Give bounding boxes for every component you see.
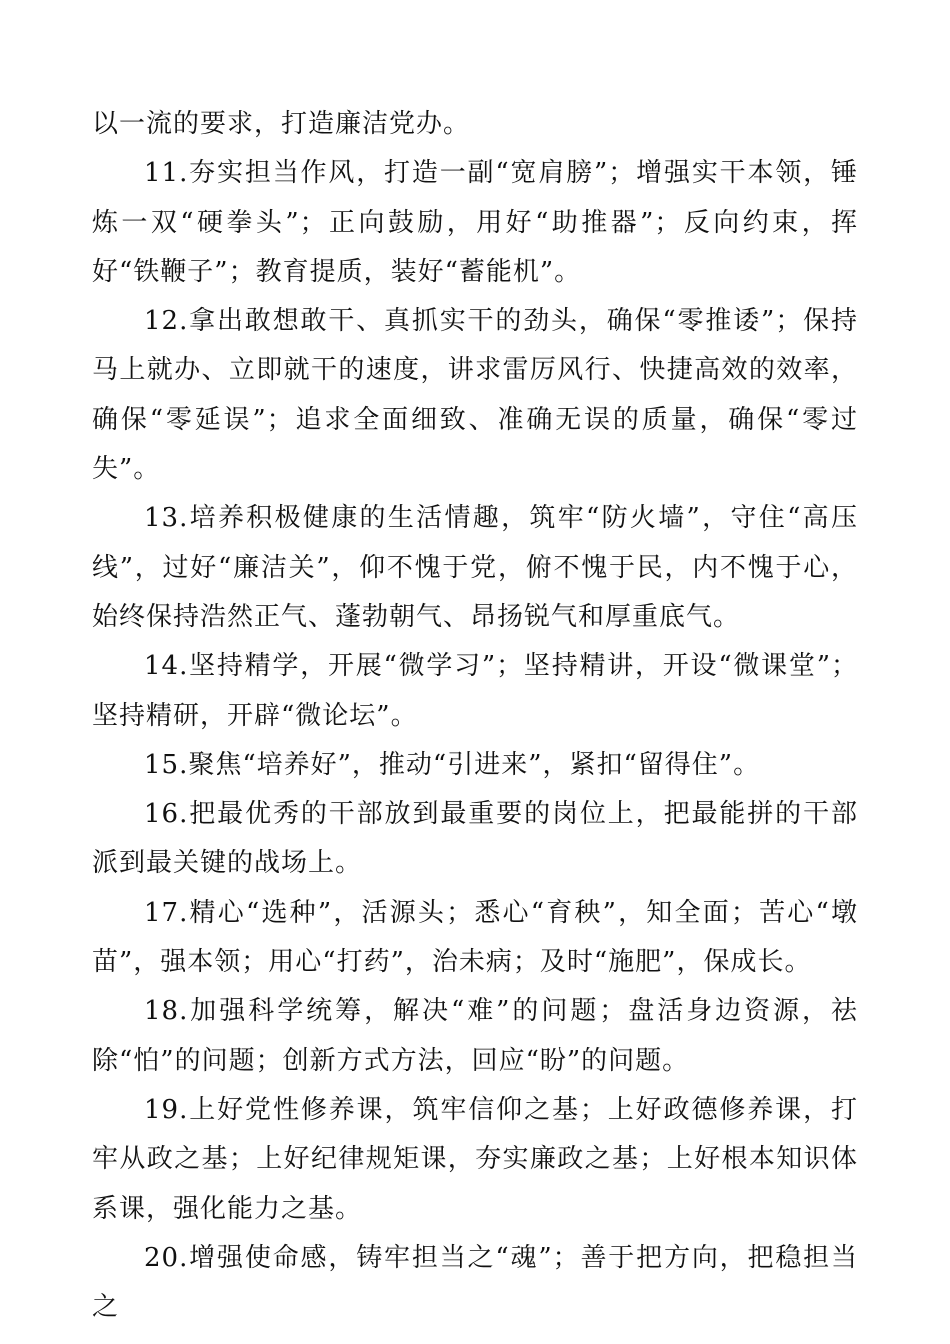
paragraph-20: 20.增强使命感，铸牢担当之“魂”；善于把方向，把稳担当之 xyxy=(92,1242,858,1323)
paragraph-16: 16.把最优秀的干部放到最重要的岗位上，把最能拼的干部派到最关键的战场上。 xyxy=(92,799,858,879)
document-page xyxy=(92,100,858,1332)
paragraph-12: 12.拿出敢想敢干、真抓实干的劲头，确保“零推诿”；保持马上就办、立即就干的速度，讲求雷厉风行、快捷高效的效率，确保“零延误”；追求全面细致、准确无误的质量，确保“零过失”。 xyxy=(92,306,858,485)
paragraph-18: 18.加强科学统筹，解决“难”的问题；盘活身边资源，祛除“怕”的问题；创新方式方法，回应“盼”的问题。 xyxy=(92,996,858,1076)
paragraph-14: 14.坚持精学，开展“微学习”；坚持精讲，开设“微课堂”；坚持精研，开辟“微论坛”。 xyxy=(92,651,858,731)
paragraph-13: 13.培养积极健康的生活情趣，筑牢“防火墙”，守住“高压线”，过好“廉洁关”，仰不愧于党，俯不愧于民，内不愧于心，始终保持浩然正气、蓬勃朝气、昂扬锐气和厚重底气。 xyxy=(92,503,858,632)
paragraph-15: 15.聚焦“培养好”，推动“引进来”，紧扣“留得住”。 xyxy=(144,749,761,780)
paragraph-19: 19.上好党性修养课，筑牢信仰之基；上好政德修养课，打牢从政之基；上好纪律规矩课，夯实廉政之基；上好根本知识体系课，强化能力之基。 xyxy=(92,1094,858,1224)
paragraph-continuation: 以一流的要求，打造廉洁党办。 xyxy=(92,109,471,139)
paragraph-17: 17.精心“选种”，活源头；悉心“育秧”，知全面；苦心“墩苗”，强本领；用心“打药”，治未病；及时“施肥”，保成长。 xyxy=(92,897,858,978)
paragraph-11: 11.夯实担当作风，打造一副“宽肩膀”；增强实干本领，锤炼一双“硬拳头”；正向鼓励，用好“助推器”；反向约束，挥好“铁鞭子”；教育提质，装好“蓄能机”。 xyxy=(92,158,858,287)
